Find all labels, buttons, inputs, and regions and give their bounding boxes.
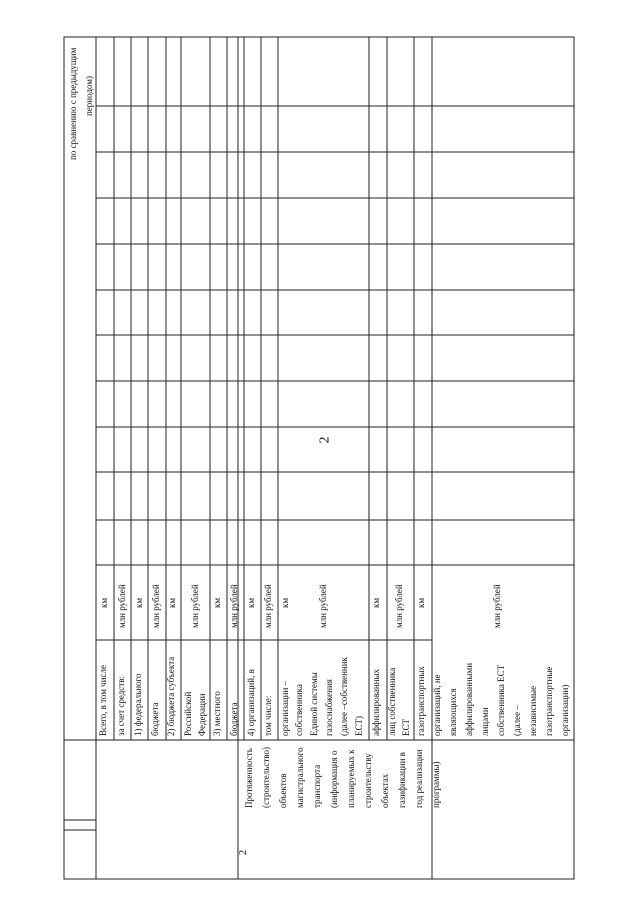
row-number: 2 — [238, 850, 249, 855]
sub-item-line: организации) — [560, 684, 570, 736]
sub-item-line: газоснабжения — [324, 679, 334, 736]
sub-item-line: лиц собственника — [387, 667, 397, 736]
indicator-line: Протяженность — [244, 748, 254, 808]
unit-label: км — [416, 597, 426, 608]
unit-label: млн рублей — [318, 584, 328, 628]
indicator-line: магистрального — [295, 747, 305, 808]
unit-label: км — [212, 597, 222, 608]
indicator-line: планируемых к — [346, 749, 356, 808]
unit-label: млн рублей — [263, 584, 273, 628]
sub-item-line: 1) федерального — [133, 673, 143, 736]
indicator-line: объектах — [380, 773, 390, 808]
sub-item-line: Федерации — [197, 693, 207, 736]
unit-label: км — [371, 597, 381, 608]
sub-item-line: (далее – — [512, 705, 522, 736]
indicator-line: год реализации — [414, 749, 424, 808]
unit-label: км — [246, 597, 256, 608]
sub-item-line: за счет средств: — [116, 676, 126, 736]
sub-item-line: организации – — [280, 680, 290, 736]
header-line-2: периодом) — [84, 76, 94, 116]
unit-label: км — [280, 597, 290, 608]
sub-item-line: организаций, не — [432, 674, 442, 736]
sub-item-line: Всего, в том числе — [98, 665, 108, 736]
header-line-1: по сравнению с предыдущим — [68, 47, 78, 160]
sub-item-line: газотранспортные — [544, 666, 554, 736]
sub-item-line: (далее –собственник — [339, 657, 349, 736]
indicator-line: объектов — [278, 773, 288, 808]
sub-item-line: том числе: — [263, 695, 273, 736]
sub-item-line: Российской — [183, 691, 193, 736]
sub-item-line: являющихся — [448, 688, 458, 736]
indicator-line: программы) — [431, 761, 441, 808]
sub-item-line: 4) организаций, в — [246, 669, 256, 736]
indicator-line: (строительство) — [261, 747, 271, 808]
unit-label: км — [99, 597, 109, 608]
indicator-line: транспорта — [312, 764, 322, 808]
unit-label: млн рублей — [117, 584, 127, 628]
sub-item-line: ЕСТ — [401, 719, 411, 736]
sub-item-line: ЕСТ) — [354, 716, 364, 736]
sub-item-line: 3) местного — [212, 691, 222, 736]
page-number: 2 — [317, 436, 333, 444]
unit-label: км — [167, 597, 177, 608]
unit-label: млн рублей — [394, 584, 404, 628]
indicator-line: строительству — [363, 753, 373, 808]
sub-item-line: аффилированных — [371, 668, 381, 736]
unit-label: млн рублей — [229, 584, 239, 628]
sub-item-line: аффилированными — [464, 662, 474, 736]
sub-item-line: независимые — [528, 685, 538, 736]
sub-item-line: собственника — [294, 684, 304, 736]
unit-label: млн рублей — [492, 584, 502, 628]
sub-item-line: бюджета — [229, 702, 239, 736]
sub-item-line: газотранспортных — [416, 666, 426, 736]
sub-item-line: Единой системы — [309, 672, 319, 736]
unit-label: млн рублей — [190, 584, 200, 628]
indicator-line: газификации в — [397, 752, 407, 808]
sub-item-line: 2) бюджета субъекта — [166, 656, 176, 736]
unit-label: млн рублей — [151, 584, 161, 628]
sub-item-line: собственника ЕСТ — [496, 664, 506, 736]
unit-label: км — [134, 597, 144, 608]
indicator-line: (информация о — [329, 750, 339, 808]
sub-item-line: лицами — [480, 707, 490, 736]
sub-item-line: бюджета — [150, 702, 160, 736]
